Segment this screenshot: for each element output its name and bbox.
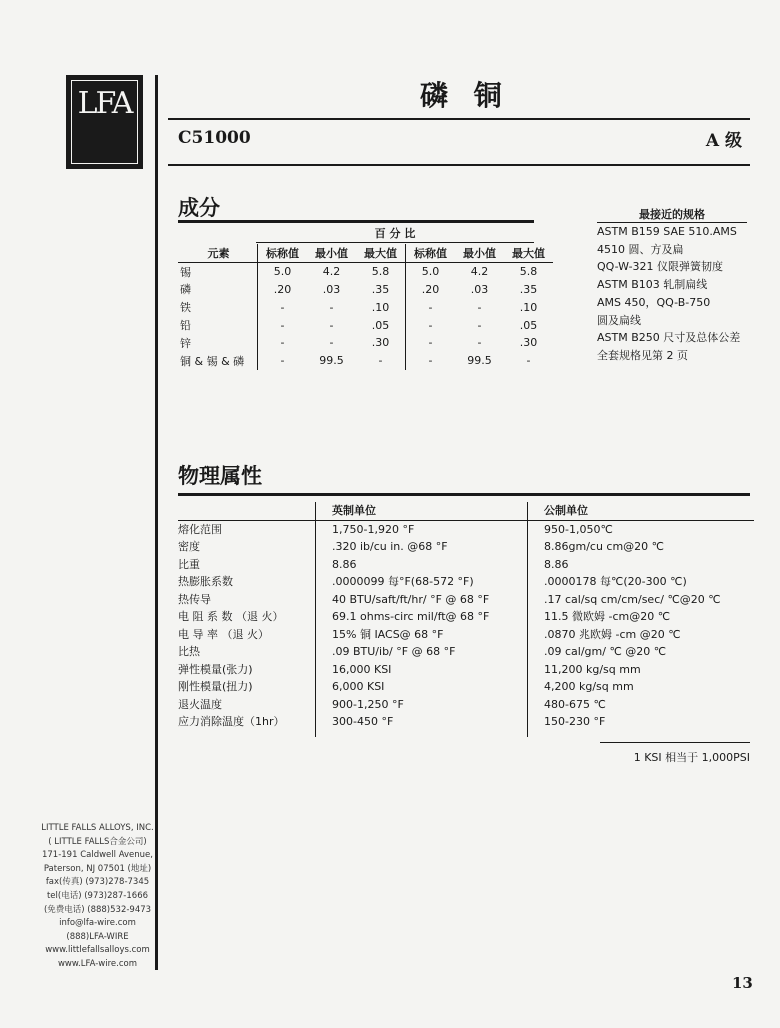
physical-rule [178, 493, 750, 496]
property-name: 电 导 率 （退 火） [178, 627, 269, 641]
imperial-value: 8.86 [315, 556, 527, 574]
composition-max: .30 [356, 334, 406, 352]
company-info [40, 822, 155, 972]
composition-min-2: .03 [470, 282, 489, 296]
page-title: 磷 铜 [420, 79, 510, 112]
company-line: (888)LFA-WIRE [66, 931, 129, 942]
company-line: Paterson, NJ 07501 (地址) [43, 863, 152, 874]
property-name: 热传导 [178, 592, 211, 606]
physical-row [178, 626, 754, 644]
company-line: www.littlefallsalloys.com [45, 945, 150, 956]
composition-row [178, 316, 553, 334]
closest-specs [597, 207, 747, 365]
metric-value: 480-675 ℃ [527, 696, 754, 714]
imperial-value: .320 ib/cu in. @68 °F [315, 538, 527, 556]
composition-nominal-2: - [428, 300, 433, 314]
composition-nominal-2: - [428, 354, 433, 368]
property-name: 比热 [178, 645, 200, 658]
composition-title: 成分 [178, 195, 220, 220]
physical-row [178, 643, 754, 661]
col-imperial: 英制单位 [315, 502, 527, 520]
composition-nominal: - [280, 318, 285, 332]
metric-value: 8.86 [527, 556, 754, 574]
property-name: 退火温度 [178, 697, 222, 711]
imperial-value: 15% 铜 IACS@ 68 °F [315, 626, 527, 644]
composition-min: .03 [322, 282, 341, 296]
header-rule [168, 164, 750, 166]
physical-row [178, 678, 754, 696]
composition-min-2: - [477, 300, 482, 314]
imperial-value: .09 BTU/ib/ °F @ 68 °F [315, 643, 527, 661]
metric-value: .09 cal/gm/ ℃ @20 ℃ [527, 643, 754, 661]
metric-value: 150-230 °F [527, 713, 754, 731]
col-element: 元素 [178, 244, 258, 262]
composition-nominal-2: 5.0 [421, 265, 440, 279]
composition-element-name: 磷 [178, 281, 258, 299]
composition-max-2: .10 [519, 300, 538, 314]
col-nominal: 标称值 [266, 246, 299, 260]
spec-line: ASTM B250 尺寸及总体公差 [597, 331, 741, 345]
composition-row [178, 352, 553, 370]
composition-element-name: 铅 [178, 316, 258, 334]
imperial-value: 900-1,250 °F [315, 696, 527, 714]
column-tail [178, 731, 315, 737]
company-line: ( LITTLE FALLS合金公司) [48, 836, 147, 847]
composition-max: .05 [356, 316, 406, 334]
composition-max: - [356, 352, 406, 370]
composition-min: 99.5 [319, 354, 344, 368]
composition-min: - [329, 300, 334, 314]
physical-table [178, 502, 754, 737]
composition-nominal: - [280, 336, 285, 350]
column-tail [315, 731, 527, 737]
col-min: 最小值 [315, 246, 348, 260]
imperial-value: 69.1 ohms-circ mil/ft@ 68 °F [315, 608, 527, 626]
physical-row [178, 591, 754, 609]
spec-line: 圆及扁线 [597, 313, 641, 327]
col-property [178, 502, 315, 520]
composition-min-2: 4.2 [470, 265, 489, 279]
spec-line: 全套规格见第 2 页 [597, 348, 688, 362]
percent-group-label: 百 分 比 [256, 226, 534, 243]
composition-table [178, 244, 553, 370]
alloy-grade: A 级 [705, 131, 742, 151]
spec-line: 4510 圆、方及扁 [597, 242, 684, 256]
composition-element-name: 锡 [178, 262, 258, 280]
company-line: info@lfa-wire.com [59, 918, 136, 929]
col-max-2: 最大值 [512, 246, 545, 260]
composition-min: - [329, 336, 334, 350]
imperial-value: .0000099 每°F(68-572 °F) [315, 573, 527, 591]
physical-row [178, 521, 754, 539]
physical-row [178, 696, 754, 714]
metric-value: .17 cal/sq cm/cm/sec/ ℃@20 ℃ [527, 591, 754, 609]
composition-max: .35 [356, 281, 406, 299]
property-name: 弹性模量(张力) [178, 662, 253, 676]
title-rule [168, 118, 750, 120]
composition-nominal: - [280, 354, 285, 368]
metric-value: 4,200 kg/sq mm [527, 678, 754, 696]
composition-max-2: .05 [519, 318, 538, 332]
col-metric: 公制单位 [527, 502, 754, 520]
logo-lettering: LFA [77, 86, 132, 121]
property-name: 电 阻 系 数 （退 火） [178, 610, 284, 623]
imperial-value: 300-450 °F [315, 713, 527, 731]
spec-line: QQ-W-321 仪限弹簧韧度 [597, 260, 724, 274]
property-name: 熔化范围 [178, 522, 222, 536]
property-name: 密度 [178, 540, 200, 553]
physical-row [178, 661, 754, 679]
composition-rule [178, 220, 534, 223]
composition-max-2: .35 [519, 282, 538, 296]
alloy-code: C51000 [178, 128, 251, 148]
imperial-value: 1,750-1,920 °F [315, 521, 527, 539]
composition-element-name: 锌 [178, 334, 258, 352]
metric-value: 950-1,050℃ [527, 521, 754, 539]
composition-max-2: .30 [519, 336, 538, 350]
physical-row [178, 556, 754, 574]
composition-header-row [178, 244, 553, 262]
metric-value: .0000178 每℃(20-300 ℃) [527, 573, 754, 591]
composition-min: 4.2 [322, 265, 341, 279]
imperial-value: 6,000 KSI [315, 678, 527, 696]
composition-max-2: 5.8 [519, 265, 538, 279]
composition-nominal: 5.0 [273, 265, 292, 279]
spec-line: ASTM B103 轧制扁线 [597, 278, 708, 292]
composition-row [178, 262, 553, 280]
company-line: fax(传真) (973)278-7345 [45, 877, 150, 888]
specs-title: 最接近的规格 [597, 207, 747, 223]
physical-row-tail [178, 731, 754, 737]
spec-line: ASTM B159 SAE 510.AMS [597, 225, 737, 238]
lfa-logo [66, 75, 143, 169]
company-line: tel(电话) (973)287-1666 [46, 890, 149, 901]
composition-element-name: 铁 [178, 298, 258, 316]
imperial-value: 40 BTU/saft/ft/hr/ °F @ 68 °F [315, 591, 527, 609]
physical-header-row [178, 502, 754, 521]
composition-nominal-2: - [428, 318, 433, 332]
physical-row [178, 608, 754, 626]
composition-nominal-2: - [428, 336, 433, 350]
page-number: 13 [732, 974, 753, 992]
property-name: 应力消除温度（1hr） [178, 715, 285, 728]
property-name: 热膨胀系数 [178, 575, 233, 588]
spec-line: AMS 450，QQ-B-750 [597, 295, 711, 309]
composition-nominal: - [280, 300, 285, 314]
composition-max-2: - [526, 354, 531, 368]
column-tail [527, 731, 754, 737]
ksi-note: 1 KSI 相当于 1,000PSI [600, 742, 750, 765]
composition-max: 5.8 [356, 262, 406, 280]
composition-row [178, 298, 553, 316]
col-nominal-2: 标称值 [414, 246, 447, 260]
metric-value: 11,200 kg/sq mm [527, 661, 754, 679]
composition-min-2: 99.5 [467, 354, 492, 368]
physical-title: 物理属性 [178, 463, 262, 488]
composition-row [178, 281, 553, 299]
company-line: www.LFA-wire.com [57, 958, 138, 969]
composition-min-2: - [477, 336, 482, 350]
physical-row [178, 538, 754, 556]
composition-min-2: - [477, 318, 482, 332]
composition-element-name: 铜 & 锡 & 磷 [178, 352, 258, 370]
col-min-2: 最小值 [463, 246, 496, 260]
composition-row [178, 334, 553, 352]
composition-nominal: .20 [273, 282, 292, 296]
composition-nominal-2: .20 [421, 282, 440, 296]
physical-row [178, 573, 754, 591]
company-line: (免费电话) (888)532-9473 [43, 904, 152, 915]
company-line: LITTLE FALLS ALLOYS, INC. [41, 823, 154, 833]
property-name: 刚性模量(扭力) [178, 680, 253, 693]
property-name: 比重 [178, 557, 200, 571]
composition-max: .10 [356, 298, 406, 316]
imperial-value: 16,000 KSI [315, 661, 527, 679]
col-max: 最大值 [356, 244, 406, 262]
metric-value: .0870 兆欧姆 -cm @20 ℃ [527, 626, 754, 644]
metric-value: 8.86gm/cu cm@20 ℃ [527, 538, 754, 556]
margin-rule [155, 75, 158, 970]
composition-min: - [329, 318, 334, 332]
metric-value: 11.5 微欧姆 -cm@20 ℃ [527, 608, 754, 626]
physical-row [178, 713, 754, 731]
company-line: 171-191 Caldwell Avenue, [41, 850, 153, 861]
